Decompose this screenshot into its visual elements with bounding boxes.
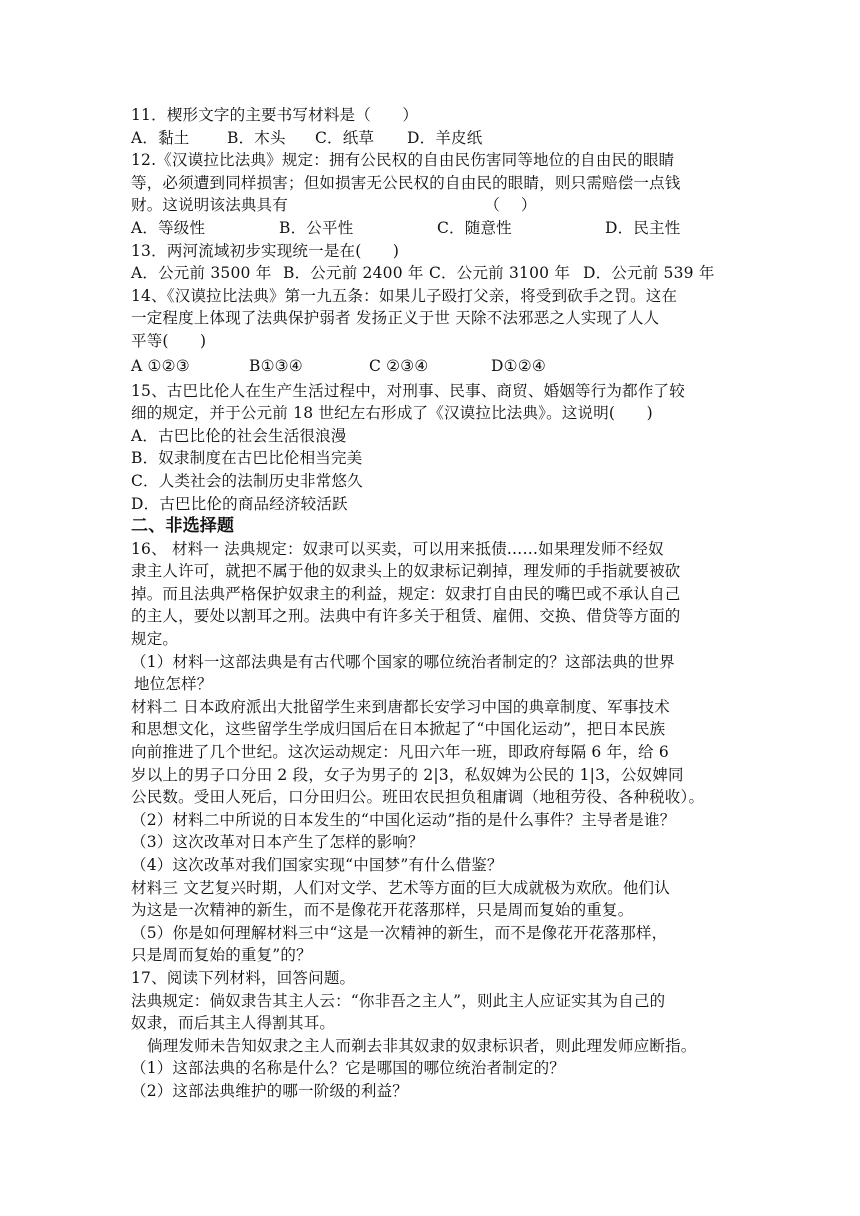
material-line: 掉。而且法典严格保护奴隶主的利益，规定：奴隶打自由民的嘴巴或不承认自己: [131, 584, 681, 603]
question-14-line: 14、《汉谟拉比法典》第一九五条：如果儿子殴打父亲，将受到砍手之罚。这在: [131, 286, 678, 305]
option-d: D．公元前 539 年: [583, 264, 715, 283]
question-12-line: 等，必须遭到同样损害；但如损害无公民权的自由民的眼睛，则只需赔偿一点钱: [131, 173, 681, 192]
option-c: C．随意性: [437, 218, 512, 237]
material-line: 公民数。受田人死后，口分田归公。班田农民担负租庸调（地租劳役、各种税收）。: [131, 788, 705, 807]
sub-question-1: （1）材料一这部法典是有古代哪个国家的哪位统治者制定的？这部法典的世界: [131, 652, 675, 671]
option-c: C．公元前 3100 年: [429, 264, 571, 283]
question-12-line: 财。这说明该法典具有 （ ）: [131, 196, 537, 215]
question-11-options: [131, 127, 731, 150]
material-line: 16、 材料一 法典规定：奴隶可以买卖，可以用来抵债……如果理发师不经奴: [131, 539, 664, 558]
question-12-options: [131, 217, 731, 240]
question-17-intro: 17、阅读下列材料，回答问题。: [131, 968, 356, 987]
sub-question-5-cont: 只是周而复始的重复”的？: [131, 946, 312, 965]
material-line: 的主人，要处以割耳之刑。法典中有许多关于租赁、雇佣、交换、借贷等方面的: [131, 607, 681, 626]
question-12-line: 12.《汉谟拉比法典》规定：拥有公民权的自由民伤害同等地位的自由民的眼睛: [131, 151, 675, 170]
sub-question-4: （4）这次改革对我们国家实现“中国梦”有什么借鉴？: [131, 856, 503, 874]
material-line: 材料三 文艺复兴时期，人们对文学、艺术等方面的巨大成就极为欢欣。他们认: [131, 878, 670, 897]
option-a: A ①②③: [131, 356, 190, 375]
option-b: B．公元前 2400 年: [283, 264, 424, 283]
option-b: B①③④: [249, 356, 303, 375]
material-line: 奴隶，而后其主人得割其耳。: [131, 1014, 336, 1033]
sub-question-1: （1）这部法典的名称是什么？它是哪国的哪位统治者制定的？: [131, 1059, 565, 1078]
question-15-line: 15、古巴比伦人在生产生活过程中，对刑事、民事、商贸、婚姻等行为都作了较: [131, 381, 685, 400]
option-b: B．木头: [227, 128, 286, 147]
option-b: B．公平性: [279, 218, 354, 237]
option-d: D．羊皮纸: [407, 128, 483, 147]
option-d: D．古巴比伦的商品经济较活跃: [131, 494, 348, 513]
option-d: D．民主性: [605, 218, 681, 237]
question-15-line: 细的规定，并于公元前 18 世纪左右形成了《汉谟拉比法典》。这说明( ): [131, 404, 653, 423]
option-c: C．人类社会的法制历史非常悠久: [131, 471, 363, 490]
question-14-options: [131, 353, 731, 380]
option-a: A．黏土: [131, 128, 190, 147]
option-a: A．等级性: [131, 218, 206, 237]
material-line: 向前推进了几个世纪。这次运动规定：凡田六年一班，即政府每隔 6 年，给 6: [131, 743, 669, 762]
material-line: 为这是一次精神的新生，而不是像花开花落那样，只是周而复始的重复。: [131, 901, 634, 920]
option-c: C ②③④: [369, 356, 429, 375]
material-line: 和思想文化，这些留学生学成归国后在日本掀起了“中国化运动”，把日本民族: [131, 720, 666, 739]
material-line: 倘理发师未告知奴隶之主人而剃去非其奴隶的奴隶标识者，则此理发师应断指。: [147, 1036, 697, 1055]
option-b: B．奴隶制度在古巴比伦相当完美: [131, 449, 363, 468]
material-line: 隶主人许可，就把不属于他的奴隶头上的奴隶标记剃掉，理发师的手指就要被砍: [131, 562, 681, 581]
material-line: 规定。: [131, 630, 179, 649]
sub-question-2: （2）这部法典维护的哪一阶级的利益？: [131, 1081, 408, 1100]
sub-question-3: （3）这次改革对日本产生了怎样的影响？: [131, 833, 424, 852]
question-14-line: 一定程度上体现了法典保护弱者 发扬正义于世 天除不法邪恶之人实现了人人: [131, 309, 660, 328]
option-a: A．古巴比伦的社会生活很浪漫: [131, 426, 347, 445]
material-line: 法典规定：倘奴隶告其主人云：“你非吾之主人”，则此主人应证实其为自己的: [131, 991, 666, 1010]
material-line: 岁以上的男子口分田 2 段，女子为男子的 2|3，私奴婢为公民的 1|3，公奴婢同: [131, 765, 684, 784]
question-13-options: [131, 262, 731, 285]
section-title: 二、非选择题: [131, 516, 235, 537]
question-14-line: 平等( ): [131, 331, 207, 350]
option-d: D①②④: [491, 356, 546, 375]
option-a: A．公元前 3500 年: [131, 264, 272, 283]
sub-question-1-cont: 地位怎样？: [134, 675, 213, 694]
question-13-stem: 13．两河流域初步实现统一是在( ): [131, 241, 400, 260]
exam-content: [131, 104, 731, 1103]
material-line: 材料二 日本政府派出大批留学生来到唐都长安学习中国的典章制度、军事技术: [131, 697, 670, 716]
sub-question-5: （5）你是如何理解材料三中“这是一次精神的新生，而不是像花开花落那样，: [131, 923, 668, 942]
sub-question-2: （2）材料二中所说的日本发生的“中国化运动”指的是什么事件？主导者是谁？: [131, 810, 676, 829]
option-c: C．纸草: [315, 128, 375, 147]
question-11-stem: 11．楔形文字的主要书写材料是（ ）: [131, 106, 419, 124]
